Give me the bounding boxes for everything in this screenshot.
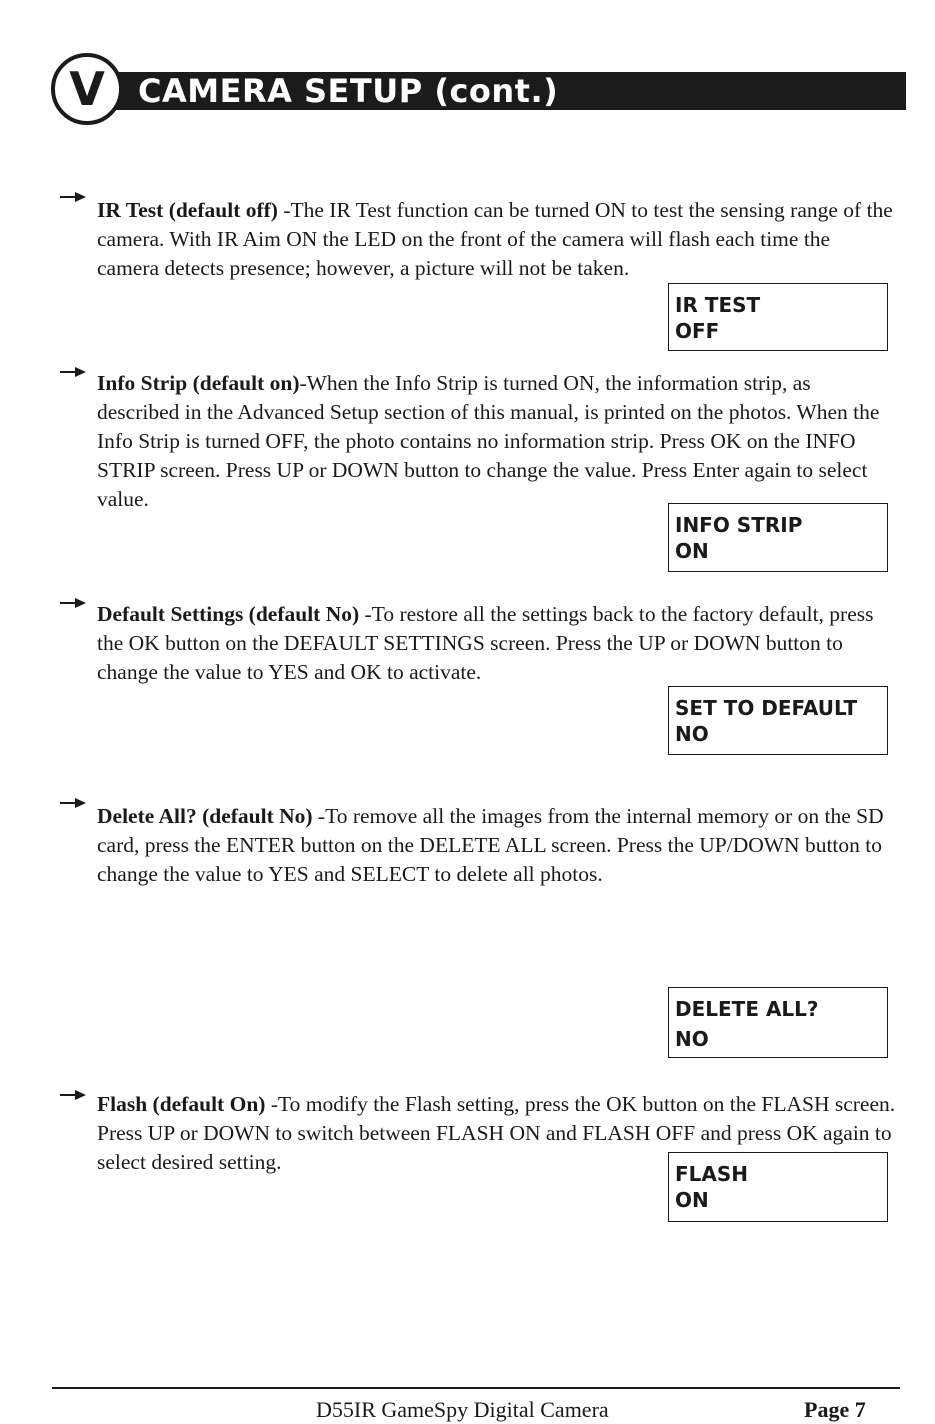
flash-screen-line2: ON (675, 1188, 709, 1212)
page-title: CAMERA SETUP (cont.) (138, 72, 559, 110)
section-badge-letter: V (69, 62, 105, 116)
info-strip-paragraph (97, 369, 897, 514)
delete-all-screen-line1: DELETE ALL? (675, 997, 819, 1021)
ir-test-screen-line2: OFF (675, 319, 720, 343)
arrow-right-icon (60, 798, 86, 808)
delete-all-screen-line2: NO (675, 1027, 709, 1051)
default-settings-screen-line1: SET TO DEFAULT (675, 696, 858, 720)
default-settings-paragraph (97, 600, 897, 687)
flash-screen-line1: FLASH (675, 1162, 749, 1186)
flash-label: Flash (default On) (97, 1092, 266, 1116)
ir-test-paragraph (97, 196, 897, 283)
section-badge (51, 53, 123, 125)
info-strip-text: -When the Info Strip is turned ON, the information strip, as described in the Advanced Setup section of this manual, is printed on the photos. When the Info Strip is turned OFF, the photo contains no information strip. Press OK on the INFO STRIP screen. Press UP or DOWN button to change the value. Press Enter again to select value. (97, 371, 880, 511)
info-strip-screen-line1: INFO STRIP (675, 513, 803, 537)
footer-product-name: D55IR GameSpy Digital Camera (316, 1397, 609, 1422)
arrow-right-icon (60, 367, 86, 377)
default-settings-label: Default Settings (default No) (97, 602, 360, 626)
default-settings-screen (668, 686, 888, 755)
arrow-right-icon (60, 1090, 86, 1100)
delete-all-screen (668, 987, 888, 1058)
info-strip-label: Info Strip (default on) (97, 371, 300, 395)
info-strip-screen (668, 503, 888, 572)
default-settings-text: -To restore all the settings back to the factory default, press the OK button on the DEFAULT SETTINGS screen. Press the UP or DOWN button to change the value to YES and OK to activate. (97, 602, 874, 684)
flash-text: -To modify the Flash setting, press the OK button on the FLASH screen. Press UP or DOWN to switch between FLASH ON and FLASH OFF and press OK again to select desired setting. (97, 1092, 896, 1174)
flash-screen (668, 1152, 888, 1222)
arrow-right-icon (60, 192, 86, 202)
delete-all-label: Delete All? (default No) (97, 804, 313, 828)
default-settings-screen-line2: NO (675, 722, 709, 746)
footer-page-number: Page 7 (804, 1397, 866, 1422)
delete-all-paragraph (97, 802, 897, 889)
footer-rule (52, 1387, 900, 1389)
ir-test-label: IR Test (default off) (97, 198, 278, 222)
ir-test-screen (668, 283, 888, 351)
ir-test-text: -The IR Test function can be turned ON to test the sensing range of the camera. With IR Aim ON the LED on the front of the camera will flash each time the camera detects presence; however, a picture will not be taken. (97, 198, 893, 280)
info-strip-screen-line2: ON (675, 539, 709, 563)
arrow-right-icon (60, 598, 86, 608)
ir-test-screen-line1: IR TEST (675, 293, 761, 317)
delete-all-text: -To remove all the images from the internal memory or on the SD card, press the ENTER button on the DELETE ALL screen. Press the UP/DOWN button to change the value to YES and SELECT to delete all photos. (97, 804, 884, 886)
